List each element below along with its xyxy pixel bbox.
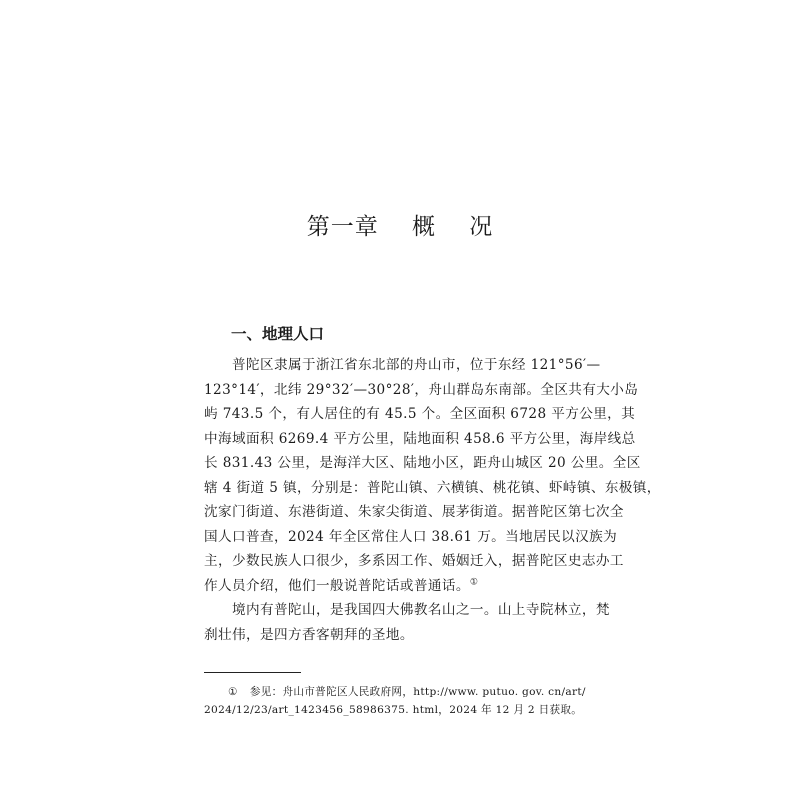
footnote <box>204 683 596 719</box>
paragraph-line: 123°14′，北纬 29°32′—30°28′，舟山群岛东南部。全区共有大小岛 <box>204 381 639 398</box>
paragraph-line: 国人口普查，2024 年全区常住人口 38.61 万。当地居民以汉族为 <box>204 528 618 545</box>
paragraph-line-text: 作人员介绍，他们一般说普陀话或普通话。 <box>204 577 470 594</box>
paragraph-line: 长 831.43 公里，是海洋大区、陆地小区，距舟山城区 20 公里。全区 <box>204 455 641 471</box>
footnote-text: 参见：舟山市普陀区人民政府网，http://www. putuo. gov. cn/art/ <box>249 686 586 698</box>
paragraph-putuoshan <box>204 598 610 647</box>
footnote-reference[interactable]: ① <box>469 576 479 587</box>
footnote-divider <box>204 672 301 673</box>
paragraph-line-last <box>204 574 596 599</box>
footnote-line <box>204 683 596 701</box>
paragraph-line: 沈家门街道、东港街道、朱家尖街道、展茅街道。据普陀区第七次全 <box>204 504 624 520</box>
paragraph-line: 境内有普陀山，是我国四大佛教名山之一。山上寺院林立，梵 <box>232 602 610 618</box>
chapter-title: 第一章 概 况 <box>306 214 494 240</box>
paragraph-line: 刹壮伟，是四方香客朝拜的圣地。 <box>204 626 414 643</box>
footnote-marker: ① <box>228 686 238 698</box>
section-heading: 一、地理人口 <box>231 325 325 343</box>
paragraph-line: 主，少数民族人口很少，多系因工作、婚姻迁入，据普陀区史志办工 <box>204 553 624 569</box>
paragraph-line: 普陀区隶属于浙江省东北部的舟山市，位于东经 121°56′— <box>232 357 601 373</box>
footnote-line: 2024/12/23/art_1423456_58986375. html，2024 年 12 月 2 日获取。 <box>204 704 583 716</box>
paragraph-line: 屿 743.5 个，有人居住的有 45.5 个。全区面积 6728 平方公里，其 <box>204 406 636 422</box>
paragraph-line: 中海域面积 6269.4 平方公里，陆地面积 458.6 平方公里，海岸线总 <box>204 430 636 447</box>
paragraph-geography-population <box>204 353 661 598</box>
paragraph-line: 辖 4 街道 5 镇，分别是：普陀山镇、六横镇、桃花镇、虾峙镇、东极镇， <box>204 479 661 496</box>
